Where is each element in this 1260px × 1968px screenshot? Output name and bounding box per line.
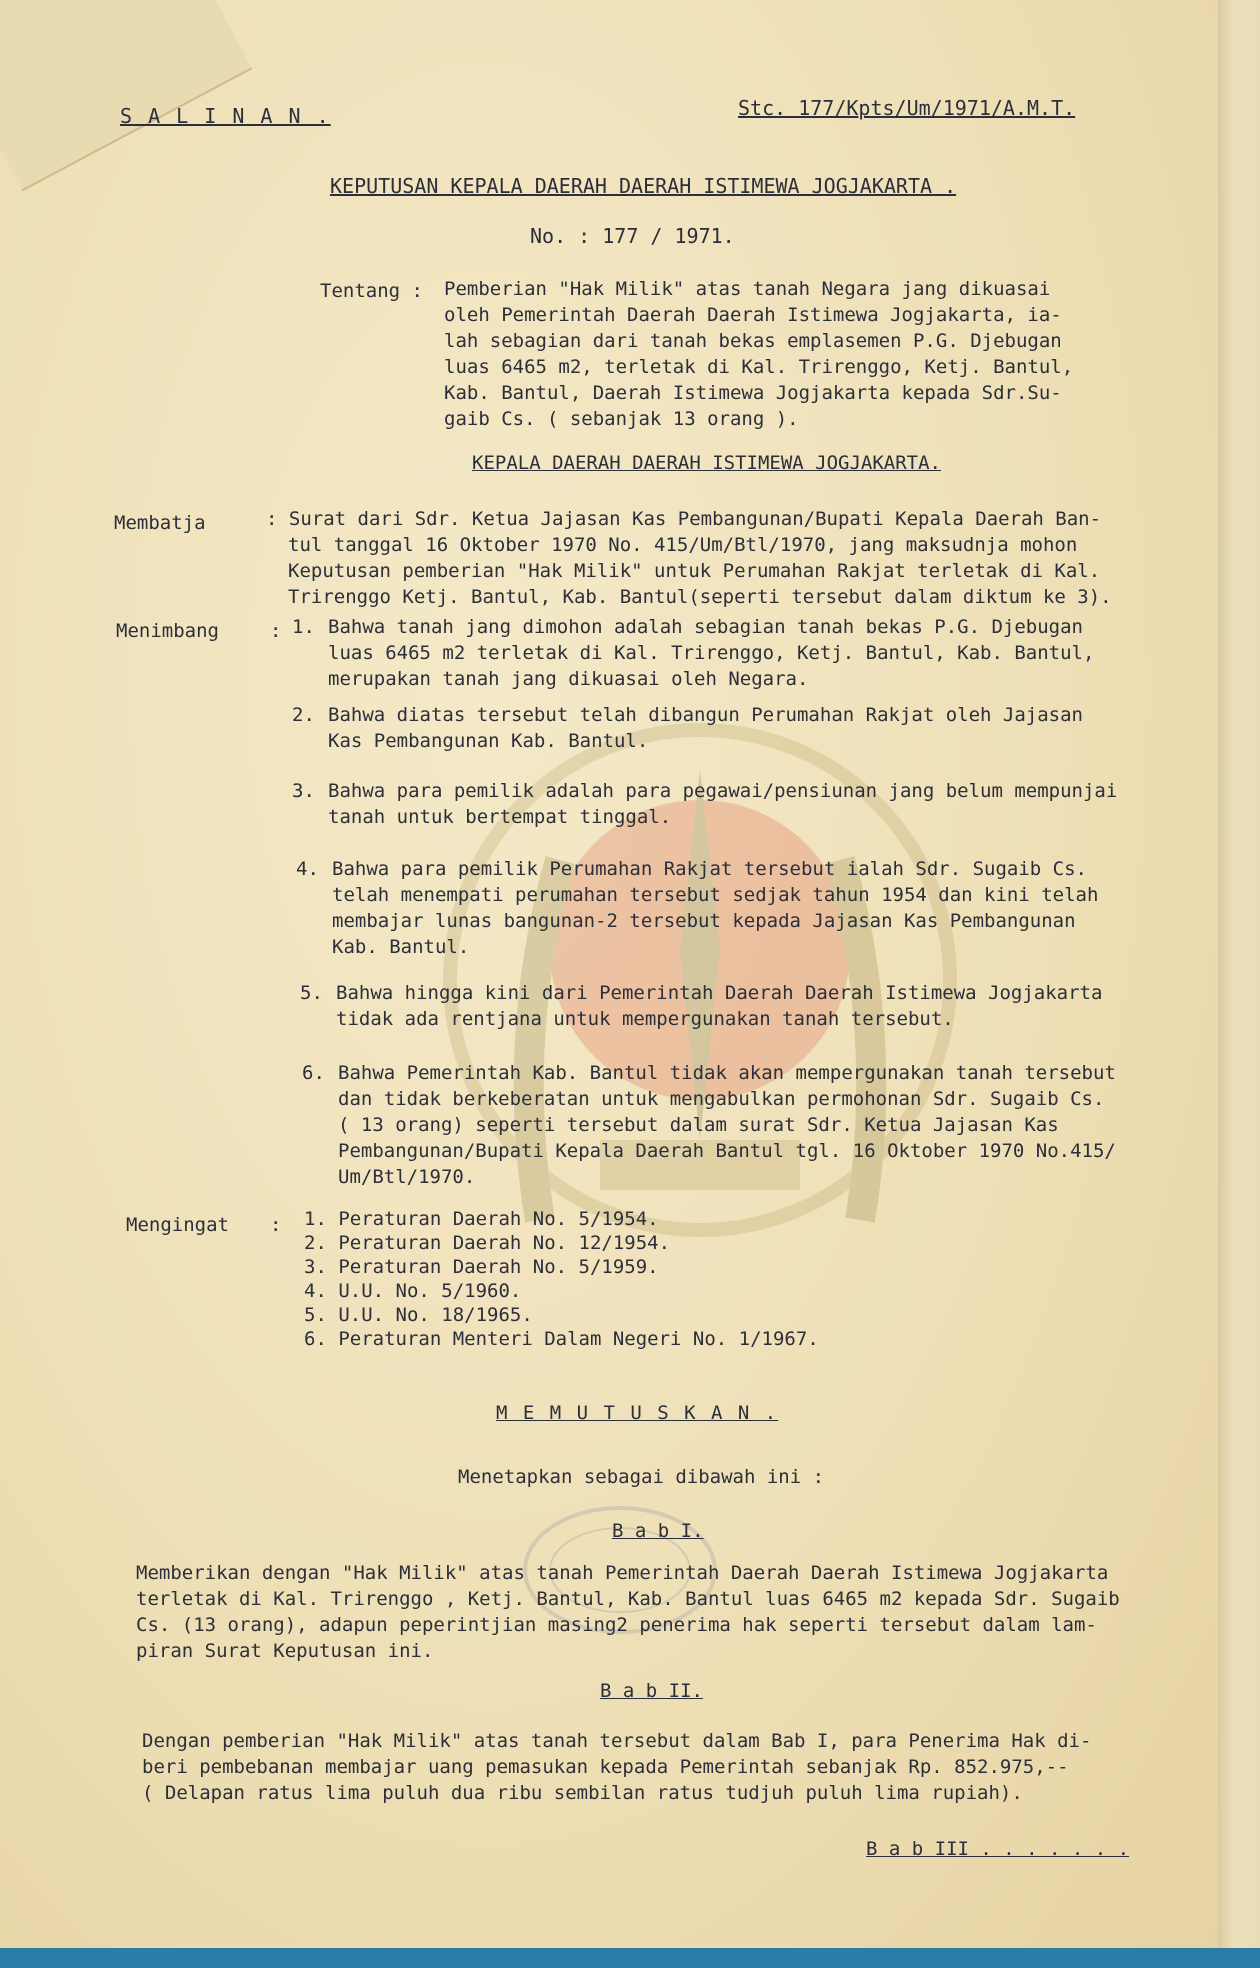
item-number: 6. <box>302 1062 325 1084</box>
bab2-line: ( Delapan ratus lima puluh dua ribu sembilan ratus tudjuh puluh lima rupiah). <box>142 1782 1023 1804</box>
item-line: Um/Btl/1970. <box>338 1166 476 1188</box>
decree-number: No. : 177 / 1971. <box>530 224 735 248</box>
mengingat-colon: : <box>270 1214 282 1236</box>
bab2-line: Dengan pemberian "Hak Milik" atas tanah tersebut dalam Bab I, para Penerima Hak di- <box>142 1730 1092 1752</box>
item-line: ( 13 orang) seperti tersebut dalam surat Sdr. Ketua Jajasan Kas <box>338 1114 1059 1136</box>
item-number: 5. <box>300 982 323 1004</box>
menimbang-colon: : <box>270 620 282 642</box>
mengingat-item: 6. Peraturan Menteri Dalam Negeri No. 1/1967. <box>304 1328 819 1350</box>
menetapkan-text: Menetapkan sebagai dibawah ini : <box>458 1466 825 1488</box>
item-line: Bahwa diatas tersebut telah dibangun Perumahan Rakjat oleh Jajasan <box>328 704 1083 726</box>
reference-number: Stc. 177/Kpts/Um/1971/A.M.T. <box>738 96 1076 120</box>
scan-background-strip <box>0 1948 1260 1968</box>
continuation-footer: B a b III . . . . . . . <box>866 1838 1130 1860</box>
item-line: Bahwa para pemilik Perumahan Rakjat tersebut ialah Sdr. Sugaib Cs. <box>332 858 1087 880</box>
item-number: 1. <box>292 616 315 638</box>
membatja-line: : Surat dari Sdr. Ketua Jajasan Kas Pembangunan/Bupati Kepala Daerah Ban- <box>266 508 1102 530</box>
membatja-line: Keputusan pemberian "Hak Milik" untuk Perumahan Rakjat terletak di Kal. <box>288 560 1101 582</box>
membatja-line: tul tanggal 16 Oktober 1970 No. 415/Um/Btl/1970, jang maksudnja mohon <box>288 534 1078 556</box>
adjacent-page-edge <box>1218 0 1260 1968</box>
membatja-label: Membatja <box>114 512 206 534</box>
mengingat-item: 3. Peraturan Daerah No. 5/1959. <box>304 1256 659 1278</box>
item-line: tanah untuk bertempat tinggal. <box>328 806 672 828</box>
item-line: merupakan tanah jang dikuasai oleh Negara. <box>328 668 809 690</box>
subtitle: KEPALA DAERAH DAERAH ISTIMEWA JOGJAKARTA. <box>472 452 941 474</box>
item-line: tidak ada rentjana untuk mempergunakan tanah tersebut. <box>336 1008 954 1030</box>
item-number: 4. <box>296 858 319 880</box>
bab1-line: terletak di Kal. Trirenggo , Ketj. Bantul, Kab. Bantul luas 6465 m2 kepada Sdr. Sugaib <box>136 1588 1120 1610</box>
bab1-line: Cs. (13 orang), adapun peperintjian masing2 penerima hak seperti tersebut dalam lam- <box>136 1614 1097 1636</box>
salinan-label: S A L I N A N . <box>120 104 331 128</box>
item-number: 2. <box>292 704 315 726</box>
item-line: membajar lunas bangunan-2 tersebut kepada Jajasan Kas Pembangunan <box>332 910 1076 932</box>
item-line: Bahwa Pemerintah Kab. Bantul tidak akan mempergunakan tanah tersebut <box>338 1062 1116 1084</box>
bab1-line: Memberikan dengan "Hak Milik" atas tanah Pemerintah Daerah Daerah Istimewa Jogjakarta <box>136 1562 1109 1584</box>
mengingat-item: 1. Peraturan Daerah No. 5/1954. <box>304 1208 659 1230</box>
bab2-heading: B a b II. <box>600 1680 703 1702</box>
item-line: Bahwa tanah jang dimohon adalah sebagian tanah bekas P.G. Djebugan <box>328 616 1083 638</box>
item-line: luas 6465 m2 terletak di Kal. Trirenggo, Ketj. Bantul, Kab. Bantul, <box>328 642 1095 664</box>
item-line: Pembangunan/Bupati Kepala Daerah Bantul tgl. 16 Oktober 1970 No.415/ <box>338 1140 1116 1162</box>
tentang-line: oleh Pemerintah Daerah Daerah Istimewa Jogjakarta, ia- <box>444 304 1062 326</box>
mengingat-item: 5. U.U. No. 18/1965. <box>304 1304 533 1326</box>
item-line: Kas Pembangunan Kab. Bantul. <box>328 730 649 752</box>
item-line: dan tidak berkeberatan untuk mengabulkan permohonan Sdr. Sugaib Cs. <box>338 1088 1105 1110</box>
tentang-line: luas 6465 m2, terletak di Kal. Trirenggo, Ketj. Bantul, <box>444 356 1074 378</box>
mengingat-item: 4. U.U. No. 5/1960. <box>304 1280 522 1302</box>
item-line: telah menempati perumahan tersebut sedjak tahun 1954 dan kini telah <box>332 884 1099 906</box>
tentang-line: Pemberian "Hak Milik" atas tanah Negara jang dikuasai <box>444 278 1051 300</box>
membatja-line: Trirenggo Ketj. Bantul, Kab. Bantul(seperti tersebut dalam diktum ke 3). <box>288 586 1112 608</box>
item-line: Bahwa hingga kini dari Pemerintah Daerah Daerah Istimewa Jogjakarta <box>336 982 1103 1004</box>
bab1-heading: B a b I. <box>612 1520 704 1542</box>
bab1-line: piran Surat Keputusan ini. <box>136 1640 434 1662</box>
bab2-line: beri pembebanan membajar uang pemasukan kepada Pemerintah sebanjak Rp. 852.975,-- <box>142 1756 1069 1778</box>
memutuskan-heading: M E M U T U S K A N . <box>496 1402 779 1424</box>
tentang-line: Kab. Bantul, Daerah Istimewa Jogjakarta kepada Sdr.Su- <box>444 382 1062 404</box>
item-line: Bahwa para pemilik adalah para pegawai/pensiunan jang belum mempunjai <box>328 780 1118 802</box>
document-title: KEPUTUSAN KEPALA DAERAH DAERAH ISTIMEWA JOGJAKARTA . <box>330 174 957 198</box>
mengingat-item: 2. Peraturan Daerah No. 12/1954. <box>304 1232 671 1254</box>
tentang-line: lah sebagian dari tanah bekas emplasemen P.G. Djebugan <box>444 330 1062 352</box>
item-line: Kab. Bantul. <box>332 936 470 958</box>
tentang-line: gaib Cs. ( sebanjak 13 orang ). <box>444 408 799 430</box>
tentang-label: Tentang : <box>320 280 423 302</box>
item-number: 3. <box>292 780 315 802</box>
menimbang-label: Menimbang <box>116 620 219 642</box>
mengingat-label: Mengingat <box>126 1214 229 1236</box>
